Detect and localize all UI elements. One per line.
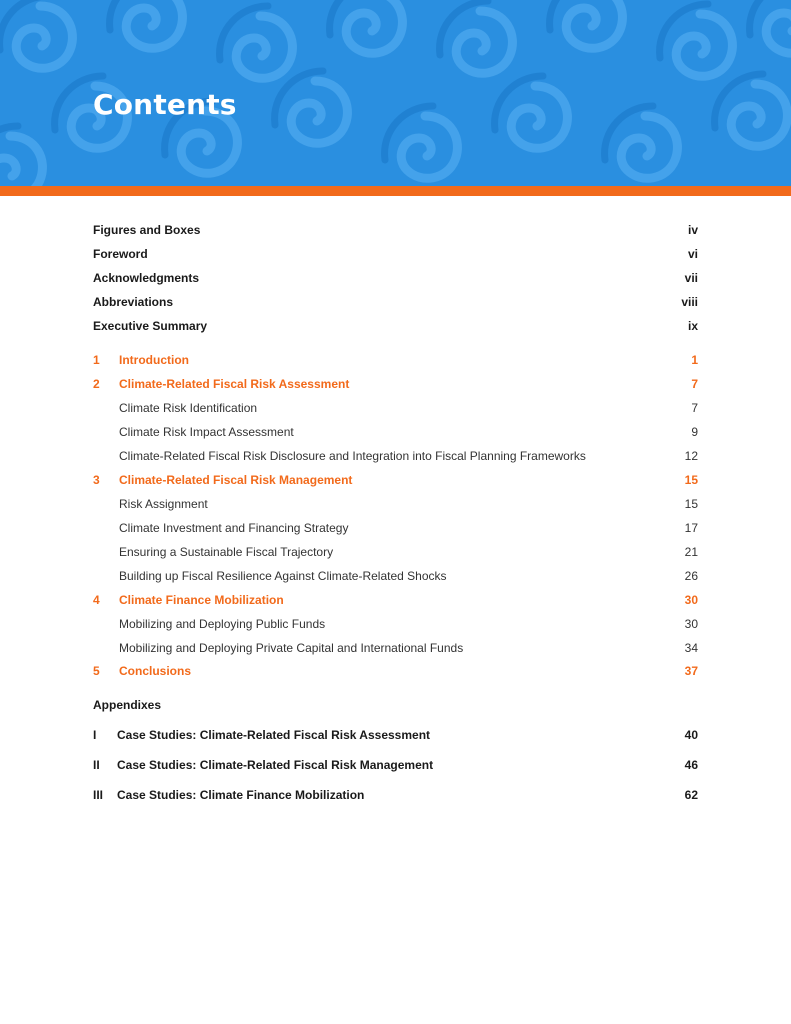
toc-chapter-1[interactable] xyxy=(93,351,698,369)
toc-entry-label: Acknowledgments xyxy=(93,271,200,285)
toc-entry-executive-summary[interactable] xyxy=(93,317,698,335)
toc-appendix-page: 62 xyxy=(684,788,698,802)
toc-section-label: Climate Risk Identification xyxy=(119,401,258,415)
toc-entry-page: ix xyxy=(687,319,698,333)
toc-section-page: 17 xyxy=(684,521,698,535)
toc-entry-foreword[interactable] xyxy=(93,245,698,263)
toc-chapter-number: 1 xyxy=(93,353,100,367)
toc-section[interactable] xyxy=(93,615,698,633)
toc-section[interactable] xyxy=(93,639,698,657)
toc-chapter-page: 30 xyxy=(684,593,698,607)
header-stripe xyxy=(0,186,791,196)
toc-section-page: 15 xyxy=(684,497,698,511)
toc-section-label: Building up Fiscal Resilience Against Climate-Related Shocks xyxy=(119,569,447,583)
toc-chapter-number: 5 xyxy=(93,664,100,678)
toc-section[interactable] xyxy=(93,423,698,441)
toc-appendix-page: 46 xyxy=(684,758,698,772)
toc-entry-acknowledgments[interactable] xyxy=(93,269,698,287)
toc-appendix-2[interactable] xyxy=(93,756,698,774)
toc-chapter-page: 1 xyxy=(691,353,698,367)
toc-appendix-label: Case Studies: Climate-Related Fiscal Risk Assessment xyxy=(117,728,431,742)
toc-section[interactable] xyxy=(93,567,698,585)
page-title: Contents xyxy=(93,88,237,121)
toc-section[interactable] xyxy=(93,447,698,465)
toc-section-label: Mobilizing and Deploying Public Funds xyxy=(119,617,326,631)
toc-appendix-3[interactable] xyxy=(93,786,698,804)
toc-chapter-label: Conclusions xyxy=(119,664,192,678)
toc-section-label: Ensuring a Sustainable Fiscal Trajectory xyxy=(119,545,334,559)
toc-chapter-number: 2 xyxy=(93,377,100,391)
toc-section-label: Risk Assignment xyxy=(119,497,208,511)
toc-entry-figures-and-boxes[interactable] xyxy=(93,221,698,239)
toc-chapter-page: 7 xyxy=(691,377,698,391)
toc-chapter-label: Introduction xyxy=(119,353,189,367)
toc-entry-page: iv xyxy=(687,223,698,237)
toc-section-label: Climate-Related Fiscal Risk Disclosure and Integration into Fiscal Planning Frameworks xyxy=(119,449,586,463)
toc-entry-label: Figures and Boxes xyxy=(93,223,201,237)
toc-section-page: 26 xyxy=(684,569,698,583)
toc-section[interactable] xyxy=(93,543,698,561)
toc-chapter-5[interactable] xyxy=(93,662,698,680)
toc-chapter-label: Climate-Related Fiscal Risk Management xyxy=(119,473,353,487)
toc-appendix-1[interactable] xyxy=(93,726,698,744)
toc-section[interactable] xyxy=(93,519,698,537)
toc-appendix-page: 40 xyxy=(684,728,698,742)
toc-chapter-label: Climate-Related Fiscal Risk Assessment xyxy=(119,377,350,391)
toc-section[interactable] xyxy=(93,495,698,513)
toc-entry-page: vi xyxy=(687,247,698,261)
toc-appendix-number: III xyxy=(93,788,104,802)
toc-appendix-number: II xyxy=(93,758,100,772)
toc-section-label: Climate Risk Impact Assessment xyxy=(119,425,294,439)
toc-chapter-label: Climate Finance Mobilization xyxy=(119,593,284,607)
toc-entry-label: Abbreviations xyxy=(93,295,174,309)
header-banner xyxy=(0,0,791,186)
toc-entry-label: Foreword xyxy=(93,247,148,261)
toc-section-page: 34 xyxy=(684,641,698,655)
toc-section-page: 30 xyxy=(684,617,698,631)
toc-chapter-2[interactable] xyxy=(93,375,698,393)
toc-section[interactable] xyxy=(93,399,698,417)
toc-appendix-number: I xyxy=(93,728,97,742)
toc-chapter-3[interactable] xyxy=(93,471,698,489)
toc-appendix-label: Case Studies: Climate Finance Mobilization xyxy=(117,788,365,802)
toc-chapter-page: 37 xyxy=(684,664,698,678)
toc-section-page: 7 xyxy=(691,401,698,415)
toc-chapter-number: 4 xyxy=(93,593,100,607)
toc-entry-abbreviations[interactable] xyxy=(93,293,698,311)
toc-chapter-number: 3 xyxy=(93,473,100,487)
toc-entry-page: viii xyxy=(681,295,698,309)
toc-entry-page: vii xyxy=(684,271,698,285)
toc-section-label: Mobilizing and Deploying Private Capital and International Funds xyxy=(119,641,464,655)
toc-section-page: 21 xyxy=(684,545,698,559)
toc-chapter-page: 15 xyxy=(684,473,698,487)
toc-section-page: 9 xyxy=(691,425,698,439)
toc-section-page: 12 xyxy=(684,449,698,463)
appendixes-heading: Appendixes xyxy=(93,698,162,712)
toc-appendix-label: Case Studies: Climate-Related Fiscal Risk Management xyxy=(117,758,434,772)
toc-section-label: Climate Investment and Financing Strategy xyxy=(119,521,349,535)
toc-entry-label: Executive Summary xyxy=(93,319,208,333)
toc-chapter-4[interactable] xyxy=(93,591,698,609)
